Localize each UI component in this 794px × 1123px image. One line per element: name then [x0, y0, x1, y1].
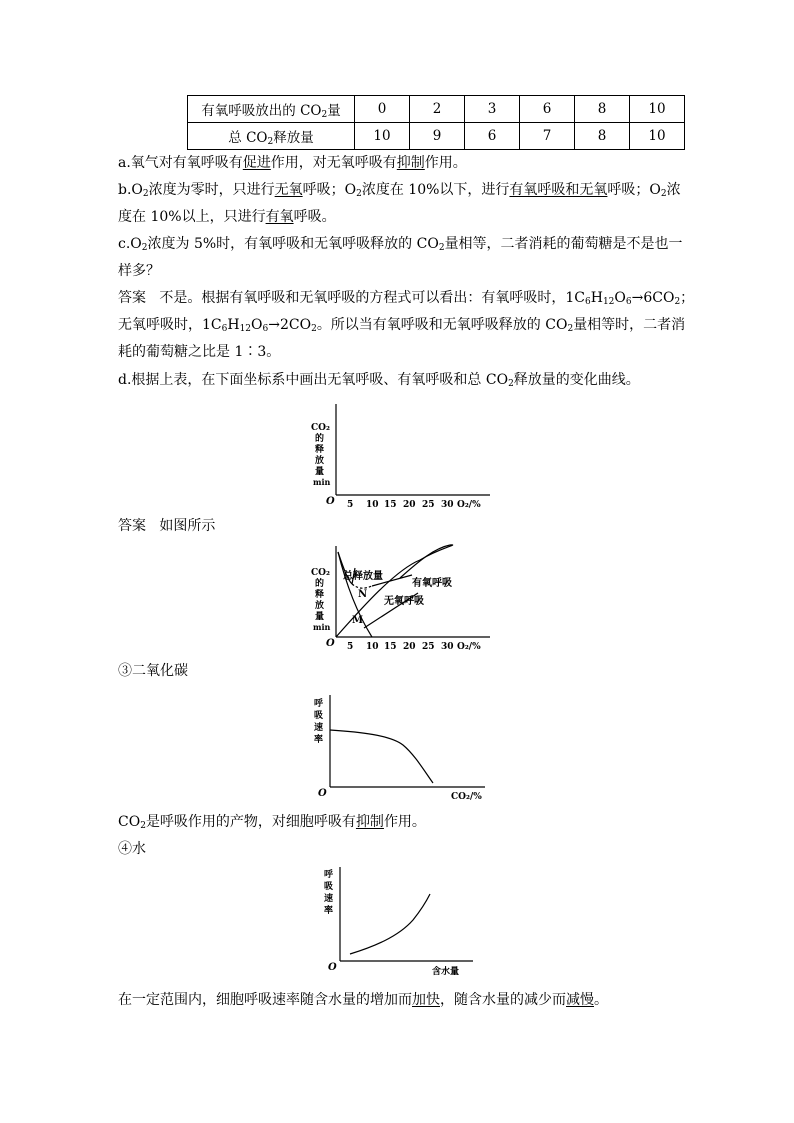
x-axis-label: O₂/% — [457, 642, 481, 652]
x-tick-label: 20 — [403, 642, 416, 652]
x-tick-label: 15 — [384, 500, 397, 510]
x-tick-label: 20 — [403, 500, 416, 510]
x-tick-label: 30 — [441, 500, 454, 510]
point-m-label: M — [352, 615, 364, 626]
y-label: 释 — [315, 590, 325, 600]
y-label: 呼 — [314, 699, 324, 709]
para-d: d.根据上表，在下面坐标系中画出无氧呼吸、有氧呼吸和总 $CO_2$释放量的变化曲线。 — [118, 372, 640, 389]
aerobic-curve-upper — [400, 545, 450, 578]
y-label: 速 — [324, 894, 334, 904]
origin-label: O — [326, 638, 335, 649]
y-label: 吸 — [314, 711, 324, 721]
y-label: 释 — [315, 445, 325, 455]
origin-label: O — [328, 962, 337, 973]
co2-curve — [330, 730, 433, 783]
aerobic-label: 有氧呼吸 — [412, 578, 452, 589]
table-cell: 3 — [465, 96, 520, 123]
y-label: 速 — [314, 723, 324, 733]
table-cell: 6 — [465, 123, 520, 150]
table-cell: 10 — [630, 123, 685, 150]
para-c-line1: $c.O_2$浓度为 5%时，有氧呼吸和无氧呼吸释放的 $CO_2$量相等，二者消耗的葡萄糖是不是也一 — [118, 236, 683, 253]
x-axis-label: CO₂/% — [451, 792, 482, 802]
answer1-line1: 答案 不是。根据有氧呼吸和无氧呼吸的方程式可以看出：有氧呼吸时，$1C_6H_{12}O_6\to 6CO_2$； — [118, 290, 695, 307]
x-tick-label: 10 — [366, 642, 379, 652]
data-table — [187, 95, 685, 150]
table-cell: 8 — [575, 96, 630, 123]
table-cell: 10 — [355, 123, 410, 150]
table-cell: 0 — [355, 96, 410, 123]
y-label: CO₂ — [311, 568, 330, 578]
y-label: 放 — [315, 456, 325, 466]
x-axis-label: O₂/% — [457, 500, 481, 510]
answer-label: 答案 — [118, 290, 146, 306]
y-label: CO₂ — [311, 423, 330, 433]
table-row — [188, 123, 685, 150]
x-tick-label: 5 — [347, 500, 354, 510]
y-label: 率 — [314, 735, 324, 745]
y-label: 放 — [315, 601, 325, 611]
x-tick-label: 25 — [422, 642, 435, 652]
para-water: 在一定范围内，细胞呼吸速率随含水量的增加而加快，随含水量的减少而减慢。 — [118, 992, 608, 1008]
y-label: min — [313, 622, 331, 632]
section4-title: ④水 — [118, 841, 146, 857]
table-cell: 7 — [520, 123, 575, 150]
answer2-line: 答案 如图所示 — [118, 518, 216, 534]
table-row-header: 总 $CO_2$释放量 — [188, 123, 355, 150]
y-label: 量 — [315, 612, 325, 622]
x-tick-label: 5 — [347, 642, 354, 652]
para-b-line1: $b.O_2$浓度为零时，只进行无氧呼吸；$O_2$浓度在 10%以下，进行有氧呼吸和无氧呼吸；$O_2$浓 — [118, 182, 681, 199]
anaerobic-label: 无氧呼吸 — [384, 596, 424, 607]
water-curve — [350, 894, 430, 954]
table-cell: 8 — [575, 123, 630, 150]
x-tick-label: 30 — [441, 642, 454, 652]
point-n-label: N — [358, 589, 368, 600]
table-row — [188, 96, 685, 123]
x-tick-label: 25 — [422, 500, 435, 510]
y-label: 量 — [315, 467, 325, 477]
section3-title: ③二氧化碳 — [118, 663, 188, 679]
water-graph — [318, 862, 478, 980]
answer1-line2: 无氧呼吸时，$1C_6H_{12}O_6\to 2CO_2$。所以当有氧呼吸和无氧呼吸释放的 $CO_2$量相等时，二者消 — [118, 317, 686, 334]
table-row-header: 有氧呼吸放出的 $CO_2$量 — [188, 96, 355, 123]
answer-graph — [300, 540, 500, 655]
total-curve-dashed — [352, 584, 372, 588]
x-axis-label: 含水量 — [432, 967, 460, 977]
y-label: 的 — [315, 579, 325, 589]
origin-label: O — [318, 788, 327, 799]
x-tick-label: 10 — [366, 500, 379, 510]
y-label: min — [313, 477, 331, 487]
table-cell: 2 — [410, 96, 465, 123]
table-cell: 6 — [520, 96, 575, 123]
table-cell: 10 — [630, 96, 685, 123]
total-release-label: 总释放量 — [343, 571, 383, 582]
co2-graph — [305, 690, 495, 802]
para-b-line2: 度在 10%以上，只进行有氧呼吸。 — [118, 209, 336, 225]
x-tick-label: 15 — [384, 642, 397, 652]
y-label: 的 — [315, 434, 325, 444]
para-co2: $CO_2$是呼吸作用的产物，对细胞呼吸有抑制作用。 — [118, 814, 426, 831]
blank-graph — [300, 400, 500, 512]
y-label: 呼 — [324, 870, 334, 880]
answer-label: 答案 — [118, 518, 146, 534]
origin-label: O — [326, 496, 335, 507]
y-label: 吸 — [324, 882, 334, 892]
answer1-line3: 耗的葡萄糖之比是 1∶3。 — [118, 344, 281, 360]
y-label: 率 — [324, 906, 334, 916]
para-c-line2: 样多？ — [118, 263, 160, 279]
para-a: a.氧气对有氧呼吸有促进作用，对无氧呼吸有抑制作用。 — [118, 155, 467, 171]
table-cell: 9 — [410, 123, 465, 150]
